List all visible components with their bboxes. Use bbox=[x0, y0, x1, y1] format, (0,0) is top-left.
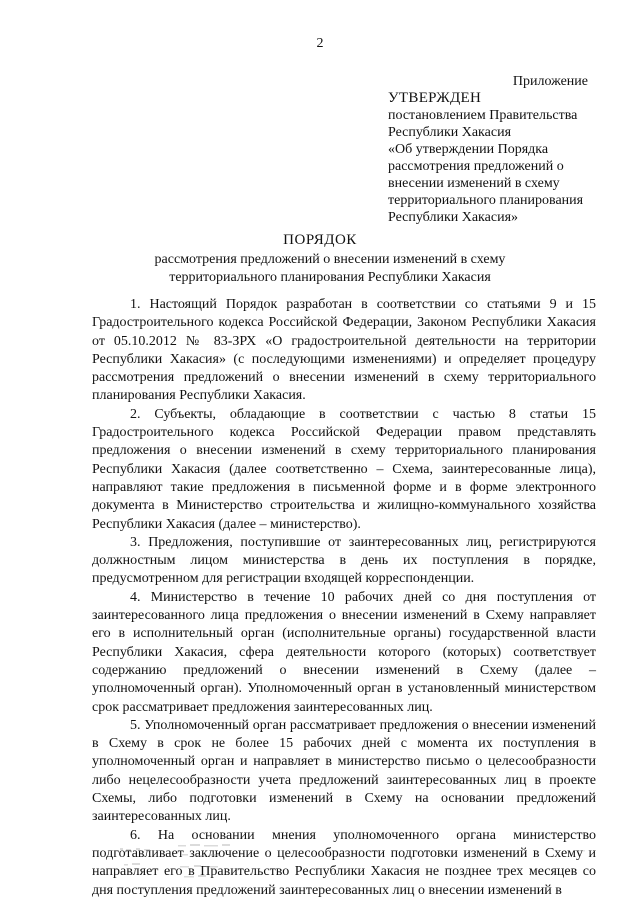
approval-line: территориального планирования bbox=[388, 193, 584, 208]
approval-line: Республики Хакасия» bbox=[388, 210, 519, 225]
paragraph-5: 5. Уполномоченный орган рассматривает предложения о внесении изменений в Схему в срок не более 15 рабочих дней с момента их поступления в уполномоченный орган и направляет в министерство письмо о целесообразности либо нецелесообразности учета предложений заинтересованных лиц в проекте Схемы, либо подготовки изменений в Схему на основании предложений заинтересованных лиц. bbox=[92, 717, 596, 825]
document-title: ПОРЯДОК bbox=[283, 232, 357, 248]
page-number: 2 bbox=[316, 36, 324, 51]
approval-line: «Об утверждении Порядка bbox=[388, 142, 549, 157]
approval-block bbox=[388, 90, 603, 226]
paragraph-4: 4. Министерство в течение 10 рабочих дней со дня поступления от заинтересованного лица предложения о внесении изменений в Схему направляет его в исполнительный орган (исполнительные органы) государственной власти Республики Хакасия, сфера деятельности которого (которых) соответствует содержанию предложений о внесении изменений в Схему (далее – уполномоченный орган). Уполномоченный орган в установленный министерством срок рассматривает предложения заинтересованных лиц. bbox=[92, 589, 596, 715]
document-body bbox=[92, 296, 596, 900]
approval-line: внесении изменений в схему bbox=[388, 176, 560, 191]
approval-line: Республики Хакасия bbox=[388, 125, 512, 140]
document-subtitle: рассмотрения предложений о внесении изменений в схему территориального планирования Республики Хакасия bbox=[154, 252, 506, 285]
paragraph-6: 6. На основании мнения уполномоченного органа министерство подготавливает заключение о целесообразности подготовки изменений в Схему и направляет его в Правительство Республики Хакасия не позднее трех месяцев со дня поступления предложений заинтересованных лиц о внесении изменений в bbox=[92, 827, 596, 898]
paragraph-2: 2. Субъекты, обладающие в соответствии с частью 8 статьи 15 Градостроительного кодекса Российской Федерации правом представлять предложения о внесении изменений в схему территориального планирования Республики Хакасия (далее соответственно – Схема, заинтересованные лица), направляют такие предложения в письменной форме и в форме электронного документа в Министерство строительства и жилищно-коммунального хозяйства Республики Хакасия (далее – министерство). bbox=[92, 406, 596, 532]
appendix-label: Приложение bbox=[512, 74, 588, 89]
faint-stamp-mark bbox=[118, 840, 243, 885]
paragraph-1: 1. Настоящий Порядок разработан в соответствии со статьями 9 и 15 Градостроительного кодекса Российской Федерации, Законом Республики Хакасия от 05.10.2012 № 83-ЗРХ «О градостроительной деятельности на территории Республики Хакасия» (с последующими изменениями) и определяет процедуру рассмотрения предложений о внесении изменений в схему территориального планирования Республики Хакасия. bbox=[92, 297, 596, 404]
approval-title: УТВЕРЖДЕН bbox=[388, 90, 482, 106]
paragraph-3: 3. Предложения, поступившие от заинтересованных лиц, регистрируются должностным лицом министерства в день их поступления в порядке, предусмотренном для регистрации входящей корреспонденции. bbox=[92, 534, 596, 587]
faint-margin-mark bbox=[575, 847, 587, 855]
approval-line: постановлением Правительства bbox=[388, 108, 578, 123]
approval-line: рассмотрения предложений о bbox=[388, 159, 564, 174]
